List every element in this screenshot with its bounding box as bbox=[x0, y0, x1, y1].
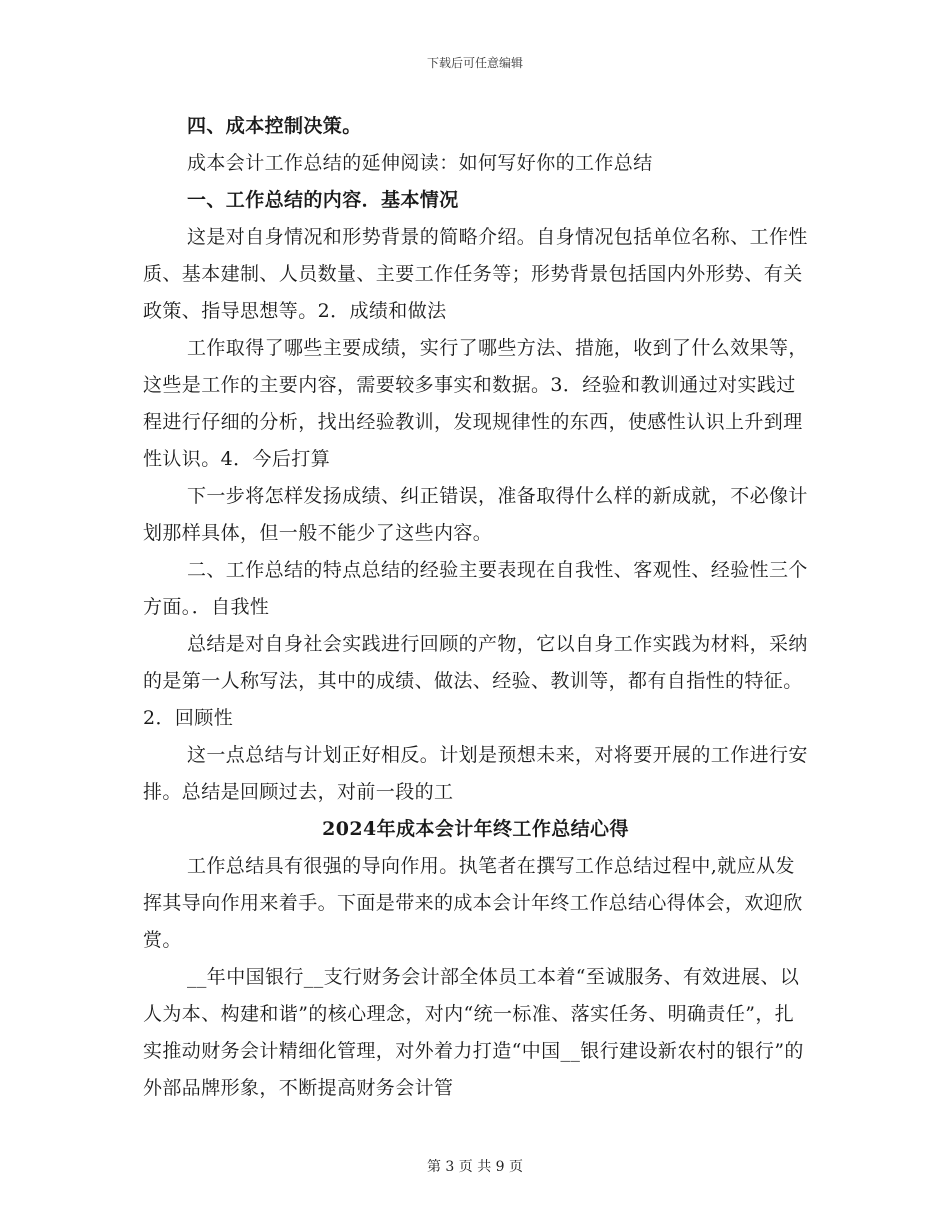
paragraph-characteristics: 二、工作总结的特点总结的经验主要表现在自我性、客观性、经验性三个方面。．自我性 bbox=[143, 559, 808, 618]
paragraph-bank-department: __年中国银行__支行财务会计部全体员工本着“至诚服务、有效进展、以人为本、构建和谐”的核心理念，对内“统一标准、落实任务、明确责任”，扎实推动财务会计精细化管理，对外着力打造“中国__银行建设新农村的银行”的外部品牌形象，不断提高财务会计管 bbox=[143, 966, 804, 1099]
heading-summary-content: 一、工作总结的内容．基本情况 bbox=[187, 189, 459, 211]
paragraph-guidance: 工作总结具有很强的导向作用。执笔者在撰写工作总结过程中,就应从发挥其导向作用来着手。下面是带来的成本会计年终工作总结心得体会，欢迎欣赏。 bbox=[143, 855, 803, 951]
document-body bbox=[143, 108, 808, 1107]
paragraph-self-nature: 总结是对自身社会实践进行回顾的产物，它以自身工作实践为材料，采纳的是第一人称写法，其中的成绩、做法、经验、教训等，都有自指性的特征。2．回顾性 bbox=[143, 633, 808, 729]
paragraph-achievements: 工作取得了哪些主要成绩，实行了哪些方法、措施，收到了什么效果等，这些是工作的主要内容，需要较多事实和数据。3．经验和教训通过对实践过程进行仔细的分析，找出经验教训，发现规律性的东西，使感性认识上升到理性认识。4．今后打算 bbox=[143, 337, 808, 470]
paragraph-next-steps: 下一步将怎样发扬成绩、纠正错误，准备取得什么样的新成就，不必像计划那样具体，但一般不能少了这些内容。 bbox=[143, 485, 808, 544]
paragraph-basic-situation: 这是对自身情况和形势背景的简略介绍。自身情况包括单位名称、工作性质、基本建制、人员数量、主要工作任务等；形势背景包括国内外形势、有关政策、指导思想等。2．成绩和做法 bbox=[143, 226, 808, 322]
paragraph-retrospective: 这一点总结与计划正好相反。计划是预想未来，对将要开展的工作进行安排。总结是回顾过去，对前一段的工 bbox=[143, 744, 808, 803]
heading-cost-control: 四、成本控制决策。 bbox=[187, 115, 362, 137]
page-footer: 第 3 页 共 9 页 bbox=[426, 1159, 524, 1175]
section-title: 2024年成本会计年终工作总结心得 bbox=[322, 818, 629, 840]
paragraph-extended-reading: 成本会计工作总结的延伸阅读：如何写好你的工作总结 bbox=[187, 152, 653, 174]
page-header: 下载后可任意编辑 bbox=[426, 56, 523, 70]
